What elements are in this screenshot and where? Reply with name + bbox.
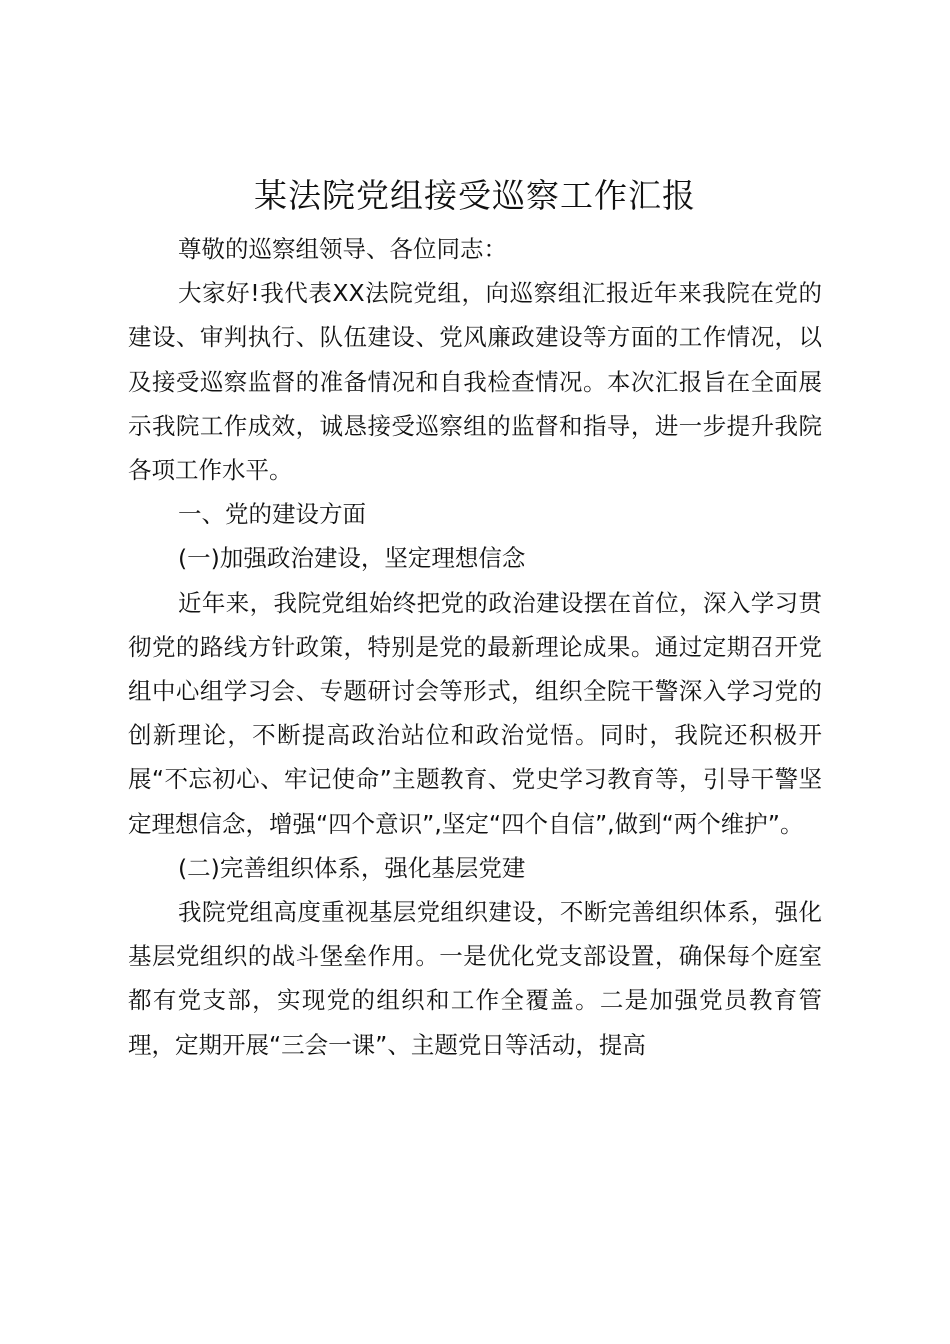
document-title: 某法院党组接受巡察工作汇报	[254, 176, 696, 215]
subsection-heading: (二)完善组织体系，强化基层党建	[178, 853, 526, 882]
intro-paragraph: 大家好!我代表XX法院党组，向巡察组汇报近年来我院在党的建设、审判执行、队伍建设、党风廉政建设等方面的工作情况，以及接受巡察监督的准备情况和自我检查情况。本次汇报旨在全面展示我院工作成效，诚恳接受巡察组的监督和指导，进一步提升我院各项工作水平。	[128, 279, 822, 485]
body-paragraph: 近年来，我院党组始终把党的政治建设摆在首位，深入学习贯彻党的路线方针政策，特别是党的最新理论成果。通过定期召开党组中心组学习会、专题研讨会等形式，组织全院干警深入学习党的创新理论，不断提高政治站位和政治觉悟。同时，我院还积极开展“不忘初心、牢记使命”主题教育、党史学习教育等，引导干警坚定理想信念，增强“四个意识”,坚定“四个自信”,做到“两个维护”。	[128, 588, 822, 838]
subsection-heading: (一)加强政治建设，坚定理想信念	[178, 544, 526, 573]
section-heading: 一、党的建设方面	[178, 500, 366, 529]
body-paragraph: 我院党组高度重视基层党组织建设，不断完善组织体系，强化基层党组织的战斗堡垒作用。一是优化党支部设置，确保每个庭室都有党支部，实现党的组织和工作全覆盖。二是加强党员教育管理，定期开展“三会一课”、主题党日等活动，提高	[128, 898, 822, 1059]
document-body	[128, 227, 822, 1067]
salutation-paragraph: 尊敬的巡察组领导、各位同志：	[178, 235, 507, 263]
